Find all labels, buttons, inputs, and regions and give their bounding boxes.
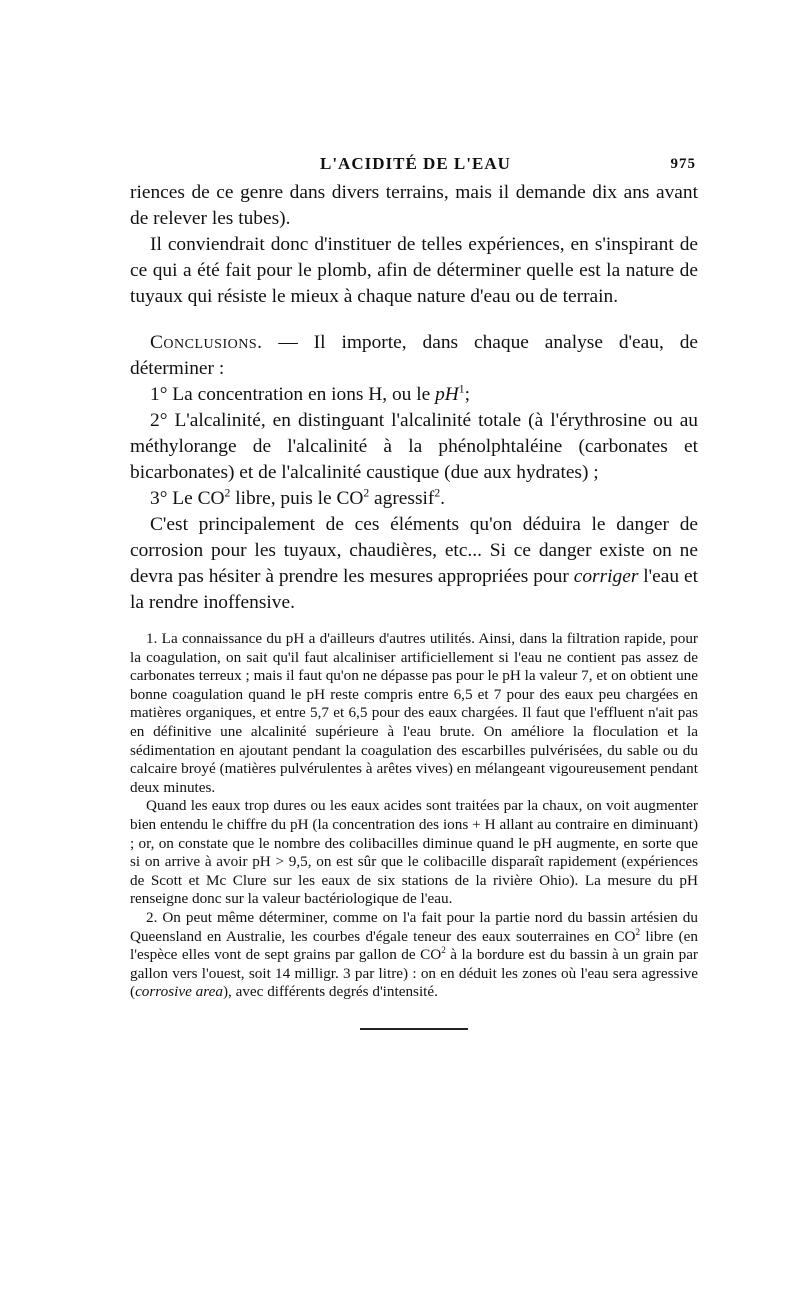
footnote-ref-2: 2 [434, 486, 441, 500]
footnote-ref-1: 1 [458, 382, 465, 396]
paragraph-danger [130, 512, 698, 616]
page-number: 975 [670, 156, 696, 172]
emphasis-corrosive-area: corrosive area [135, 983, 223, 1001]
paragraph-conclusions [130, 330, 698, 382]
page [130, 150, 698, 1030]
end-rule [360, 1028, 468, 1030]
footnote-2-part-c: à la bordure est du bassin à un grain par gallon vers l'ouest, soit 14 milligr. 3 par litre) : on en déduit les zones où l'eau sera agressive ( [130, 946, 698, 1001]
conclusions-text: — Il importe, dans chaque analyse d'eau, de déterminer : [130, 332, 698, 379]
paragraph-experiments: Il conviendrait donc d'instituer de telles expériences, en s'inspirant de ce qui a été fait pour le plomb, afin de déterminer quelle est la nature de tuyaux qui résiste le mieux à chaque nature d'eau ou de terrain. [130, 234, 698, 307]
list-item-3-end: . [440, 488, 446, 509]
running-title: L'ACIDITÉ DE L'EAU [320, 154, 511, 173]
footnote-1-continued: Quand les eaux trop dures ou les eaux acides sont traitées par la chaux, on voit augmenter bien entendu le chiffre du pH (la concentration des ions + H allant au contraire en diminuant) ; or, on constate que le nombre des colibacilles diminue quand le pH augmente, en sorte que si on arrive à avoir pH > 9,5, on est sûr que le colibacille disparaît rapidement (expériences de Scott et Mc Clure sur les eaux de six stations de la rivière Ohio). La mesure du pH renseigne donc sur la valeur bactériologique de l'eau. [130, 797, 698, 908]
subscript-a: 2 [224, 486, 231, 500]
conclusions-label: Conclusions. [150, 332, 263, 353]
list-item-2: 2° L'alcalinité, en distinguant l'alcalinité totale (à l'érythrosine ou au méthylorange de l'alcalinité à la phénolphtaléine (carbonates et bicarbonates) et de l'alcalinité caustique (due aux hydrates) ; [130, 410, 698, 483]
list-item-3-part-c: agressif [369, 488, 435, 509]
subscript-b: 2 [363, 486, 370, 500]
list-item-1-text: 1° La concentration en ions H, ou le [150, 384, 436, 405]
footnote-2-part-b: libre (en l'espèce elles vont de sept grains par gallon de CO [130, 927, 698, 964]
footnote-2-sub-a: 2 [635, 926, 641, 937]
list-item-1 [130, 382, 698, 408]
paragraph-continuation: riences de ce genre dans divers terrains, mais il demande dix ans avant de relever les tubes). [130, 182, 698, 229]
footnotes [130, 630, 698, 1002]
list-item-3-part-a: 3° Le CO [150, 488, 225, 509]
footnote-2 [130, 909, 698, 1002]
list-item-1-end: ; [464, 384, 470, 405]
footnote-2-sub-b: 2 [441, 945, 446, 956]
page-header [130, 150, 698, 180]
paragraph-danger-part-b: l'eau et la rendre inoffensive. [130, 566, 698, 613]
paragraph-danger-part-a: C'est principalement de ces éléments qu'on déduira le danger de corrosion pour les tuyaux, chaudières, etc... Si ce danger existe on ne devra pas hésiter à prendre les mesures appropriées pour [130, 514, 698, 587]
footnote-2-part-a: 2. On peut même déterminer, comme on l'a fait pour la partie nord du bassin artésien du Queensland en Australie, les courbes d'égale teneur des eaux souterraines en CO [130, 908, 698, 945]
footnote-2-part-d: ), avec différents degrés d'intensité. [222, 983, 438, 1001]
list-item-3 [130, 486, 698, 512]
footnote-1: 1. La connaissance du pH a d'ailleurs d'autres utilités. Ainsi, dans la filtration rapide, pour la coagulation, on sait qu'il faut alcaliniser artificiellement si l'eau ne contient pas assez de carbonates terreux ; mais il faut qu'on ne dépasse pas pour le pH la valeur 7, et on obtient une bonne coagulation quand le pH reste compris entre 6,5 et 7 pour des eaux peu chargées en matières organiques, et entre 5,7 et 6,5 pour des eaux chargées. Il faut que l'effluent n'ait pas en définitive une alcalinité supérieure à l'eau brute. On améliore la floculation et la sédimentation en ajoutant pendant la coagulation des escarbilles pulvérisées, du sable ou du calcaire broyé (matières pulvérulentes à arêtes vives) en mélangeant vigoureusement pendant deux minutes. [130, 630, 698, 796]
ph-term: pH [435, 384, 459, 405]
emphasis-corriger: corriger [573, 566, 639, 587]
body-text [130, 180, 698, 616]
list-item-3-part-b: libre, puis le CO [230, 488, 364, 509]
